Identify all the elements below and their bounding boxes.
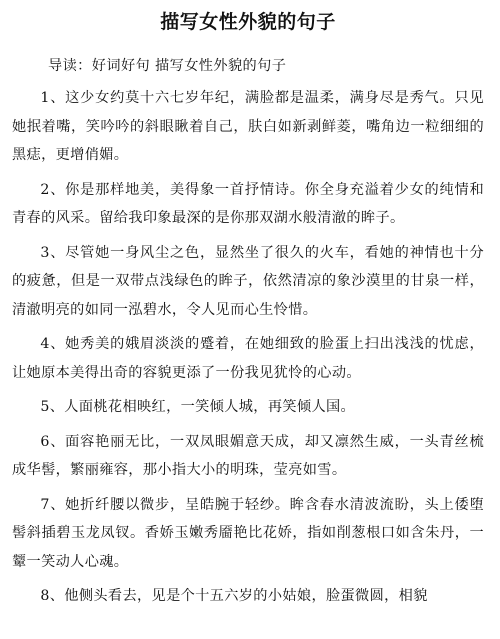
paragraph-1: 1、这少女约莫十六七岁年纪，满脸都是温柔，满身尽是秀气。只见她抿着嘴，笑吟吟的斜眼瞅着自己，肤白如新剥鲜菱，嘴角边一粒细细的黑痣，更增俏媚。 [12,90,484,163]
intro-line: 导读：好词好句 描写女性外貌的句子 [48,58,287,74]
paragraph-5: 5、人面桃花相映红，一笑倾人城，再笑倾人国。 [40,399,356,415]
paragraph-3: 3、尽管她一身风尘之色，显然坐了很久的火车，看她的神情也十分的疲惫，但是一双带点浅绿色的眸子，依然清凉的象沙漠里的甘泉一样，清澈明亮的如同一泓碧水，令人见而心生怜惜。 [12,244,484,318]
paragraph-6: 6、面容艳丽无比，一双凤眼媚意天成，却又凛然生威，一头青丝梳成华髻，繁丽雍容，那小指大小的明珠，莹亮如雪。 [12,433,484,478]
paragraph-8: 8、他侧头看去，见是个十五六岁的小姑娘，脸蛋微圆，相貌 [40,588,428,604]
document-title: 描写女性外貌的句子 [160,11,336,33]
paragraph-2: 2、你是那样地美，美得象一首抒情诗。你全身充溢着少女的纯情和青春的风采。留给我印象最深的是你那双湖水般清澈的眸子。 [12,181,484,226]
paragraph-7: 7、她折纤腰以微步，呈皓腕于轻纱。眸含春水清波流盼，头上倭堕髻斜插碧玉龙凤钗。香娇玉嫩秀靥艳比花娇，指如削葱根口如含朱丹，一颦一笑动人心魂。 [12,496,484,570]
paragraph-4: 4、她秀美的娥眉淡淡的蹙着，在她细致的脸蛋上扫出浅浅的忧虑，让她原本美得出奇的容貌更添了一份我见犹怜的心动。 [12,336,484,381]
